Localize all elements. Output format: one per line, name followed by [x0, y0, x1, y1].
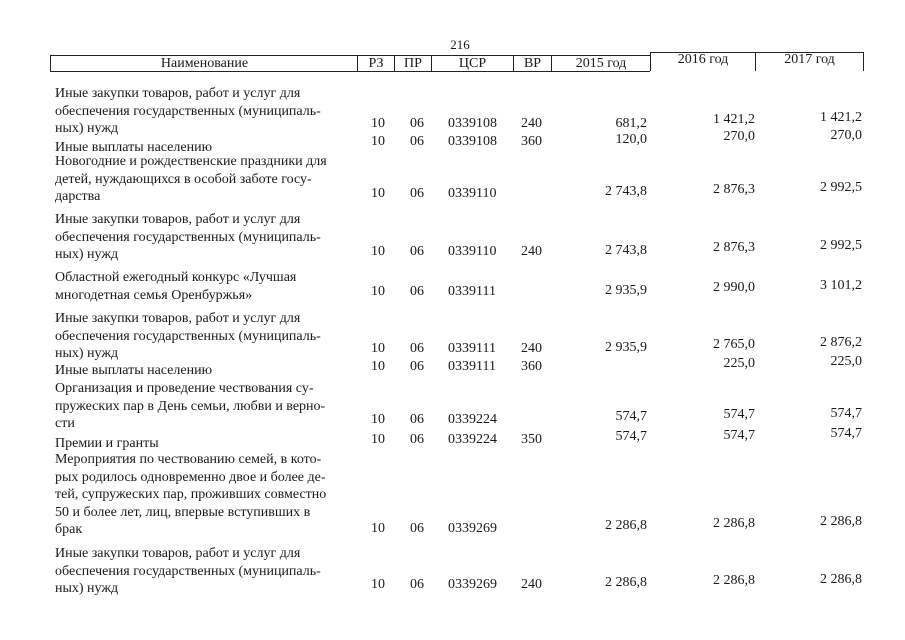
page-number: 216 — [450, 37, 470, 52]
row-v2015: 2 743,8 — [605, 243, 647, 258]
row-name: Премии и гранты — [55, 436, 159, 451]
row-pr: 06 — [410, 244, 424, 259]
row-csr: 0339108 — [448, 134, 497, 149]
row-v2015: 120,0 — [615, 132, 647, 147]
row-v2016: 2 876,3 — [713, 240, 755, 255]
header-csr: ЦСР — [431, 55, 513, 72]
row-v2017: 2 876,2 — [820, 335, 862, 350]
row-v2016: 225,0 — [723, 356, 755, 371]
row-pr: 06 — [410, 284, 424, 299]
row-name: Мероприятия по чествованию семей, в кото- рых родилось одновременно двое и более де- тей, супружеских пар, проживших совместно 50 и более лет, лиц, впервые вступивших в брак — [55, 452, 327, 538]
row-rz: 10 — [371, 116, 385, 131]
row-vr: 240 — [521, 577, 542, 592]
row-v2016: 1 421,2 — [713, 112, 755, 127]
row-v2015: 574,7 — [615, 429, 647, 444]
row-rz: 10 — [371, 284, 385, 299]
row-v2015: 2 743,8 — [605, 184, 647, 199]
row-v2016: 574,7 — [723, 428, 755, 443]
row-rz: 10 — [371, 244, 385, 259]
row-v2016: 2 286,8 — [713, 573, 755, 588]
row-rz: 10 — [371, 134, 385, 149]
row-name: Областной ежегодный конкурс «Лучшая многодетная семья Оренбуржья» — [55, 270, 297, 303]
row-v2017: 1 421,2 — [820, 110, 862, 125]
row-csr: 0339110 — [448, 244, 497, 259]
row-v2017: 2 286,8 — [820, 514, 862, 529]
row-vr: 240 — [521, 244, 542, 259]
header-2017: 2017 год — [755, 52, 864, 71]
row-vr: 360 — [521, 359, 542, 374]
row-v2015: 2 286,8 — [605, 518, 647, 533]
row-pr: 06 — [410, 432, 424, 447]
row-name: Иные выплаты населению — [55, 363, 213, 378]
row-rz: 10 — [371, 577, 385, 592]
row-vr: 350 — [521, 432, 542, 447]
row-v2017: 2 992,5 — [820, 180, 862, 195]
row-v2015: 2 935,9 — [605, 340, 647, 355]
header-2015: 2015 год — [551, 55, 650, 72]
row-csr: 0339108 — [448, 116, 497, 131]
row-rz: 10 — [371, 521, 385, 536]
table-header — [50, 52, 863, 71]
row-v2016: 2 876,3 — [713, 182, 755, 197]
row-vr: 240 — [521, 341, 542, 356]
row-pr: 06 — [410, 521, 424, 536]
row-rz: 10 — [371, 432, 385, 447]
row-v2016: 2 990,0 — [713, 280, 755, 295]
row-pr: 06 — [410, 359, 424, 374]
row-v2017: 574,7 — [830, 426, 862, 441]
row-csr: 0339224 — [448, 412, 497, 427]
row-v2016: 574,7 — [723, 407, 755, 422]
row-pr: 06 — [410, 412, 424, 427]
row-v2017: 2 992,5 — [820, 238, 862, 253]
row-csr: 0339110 — [448, 186, 497, 201]
header-vr: ВР — [513, 55, 551, 72]
row-v2017: 3 101,2 — [820, 278, 862, 293]
row-csr: 0339111 — [448, 284, 496, 299]
row-csr: 0339111 — [448, 359, 496, 374]
row-v2016: 270,0 — [723, 129, 755, 144]
row-csr: 0339111 — [448, 341, 496, 356]
row-vr: 360 — [521, 134, 542, 149]
row-pr: 06 — [410, 116, 424, 131]
row-v2016: 2 286,8 — [713, 516, 755, 531]
row-v2015: 2 286,8 — [605, 575, 647, 590]
row-v2017: 2 286,8 — [820, 572, 862, 587]
row-name: Иные закупки товаров, работ и услуг для обеспечения государственных (муниципаль- ных) нужд — [55, 546, 321, 597]
row-name: Иные закупки товаров, работ и услуг для обеспечения государственных (муниципаль- ных) нужд — [55, 311, 321, 362]
row-v2016: 2 765,0 — [713, 337, 755, 352]
row-name: Новогодние и рождественские праздники для детей, нуждающихся в особой заботе госу- дарства — [55, 154, 327, 205]
row-csr: 0339269 — [448, 577, 497, 592]
header-name: Наименование — [50, 55, 358, 72]
row-name: Иные закупки товаров, работ и услуг для обеспечения государственных (муниципаль- ных) нужд — [55, 86, 321, 137]
row-v2015: 681,2 — [615, 116, 647, 131]
row-pr: 06 — [410, 186, 424, 201]
row-pr: 06 — [410, 134, 424, 149]
header-pr: ПР — [394, 55, 431, 72]
row-pr: 06 — [410, 341, 424, 356]
row-rz: 10 — [371, 186, 385, 201]
row-name: Иные закупки товаров, работ и услуг для обеспечения государственных (муниципаль- ных) нужд — [55, 212, 321, 263]
row-v2017: 574,7 — [830, 406, 862, 421]
row-name: Организация и проведение чествования су- пружеских пар в День семьи, любви и верно- сти — [55, 381, 326, 432]
row-v2017: 225,0 — [830, 354, 862, 369]
row-v2015: 574,7 — [615, 409, 647, 424]
row-rz: 10 — [371, 341, 385, 356]
row-rz: 10 — [371, 412, 385, 427]
row-name: Иные выплаты населению — [55, 140, 213, 155]
row-pr: 06 — [410, 577, 424, 592]
header-2016: 2016 год — [650, 52, 755, 71]
row-csr: 0339269 — [448, 521, 497, 536]
row-vr: 240 — [521, 116, 542, 131]
row-v2017: 270,0 — [830, 128, 862, 143]
row-v2015: 2 935,9 — [605, 283, 647, 298]
header-rz: РЗ — [357, 55, 394, 72]
row-rz: 10 — [371, 359, 385, 374]
row-csr: 0339224 — [448, 432, 497, 447]
